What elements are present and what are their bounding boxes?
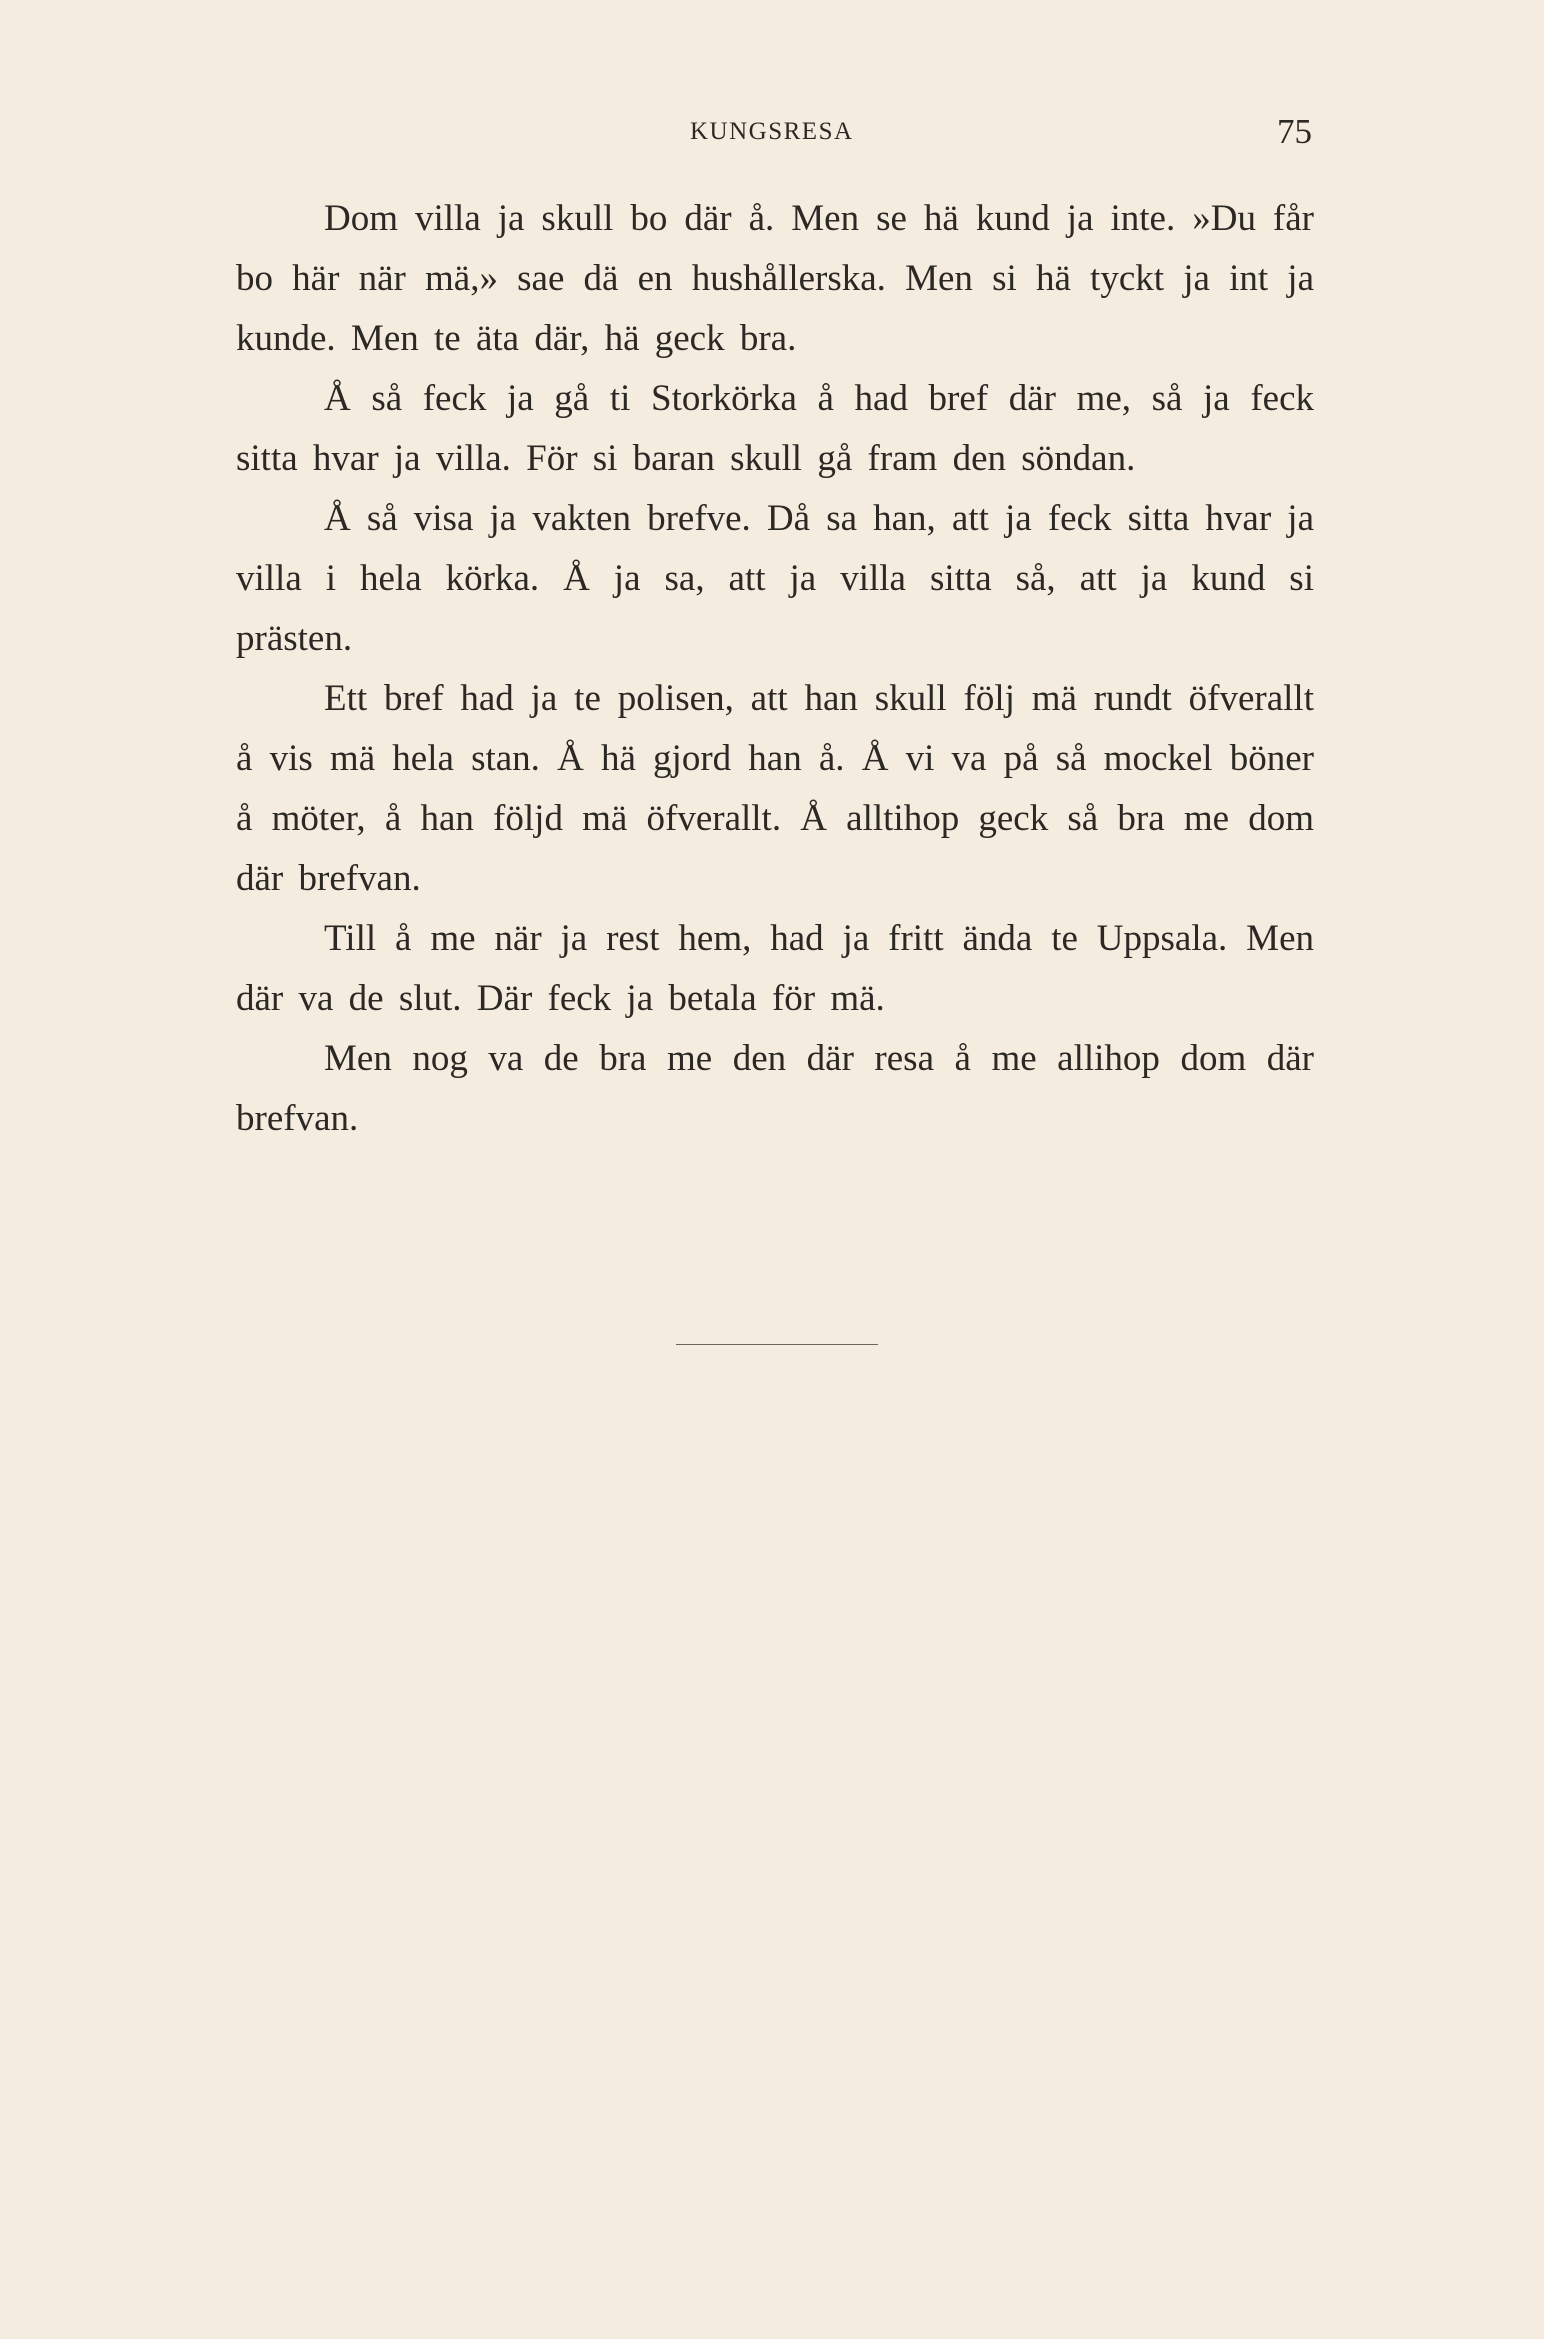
- body-text: [236, 189, 1314, 1149]
- running-head: [0, 112, 1544, 152]
- paragraph-2: Å så feck ja gå ti Storkörka å had bref där me, så ja feck sitta hvar ja villa. För si baran skull gå fram den söndan.: [236, 378, 1314, 479]
- page-number: 75: [1277, 112, 1312, 151]
- paragraph-3: Å så visa ja vakten brefve. Då sa han, att ja feck sitta hvar ja villa i hela körka. Å ja sa, att ja villa sitta så, att ja kund si prästen.: [236, 498, 1314, 659]
- section-end-rule: [676, 1344, 878, 1345]
- paragraph-1: Dom villa ja skull bo där å. Men se hä kund ja inte. »Du får bo här när mä,» sae dä en hushållerska. Men si hä tyckt ja int ja kunde. Men te äta där, hä geck bra.: [236, 198, 1314, 359]
- running-title: KUNGSRESA: [690, 118, 854, 145]
- paragraph-4: Ett bref had ja te polisen, att han skull följ mä rundt öfverallt å vis mä hela stan. Å hä gjord han å. Å vi va på så mockel böner å möter, å han följd mä öfverallt. Å alltihop geck så bra me dom där brefvan.: [236, 678, 1314, 899]
- paragraph-5: Till å me när ja rest hem, had ja fritt ända te Uppsala. Men där va de slut. Där feck ja betala för mä.: [236, 918, 1314, 1019]
- paragraph-6: Men nog va de bra me den där resa å me allihop dom där brefvan.: [236, 1038, 1314, 1139]
